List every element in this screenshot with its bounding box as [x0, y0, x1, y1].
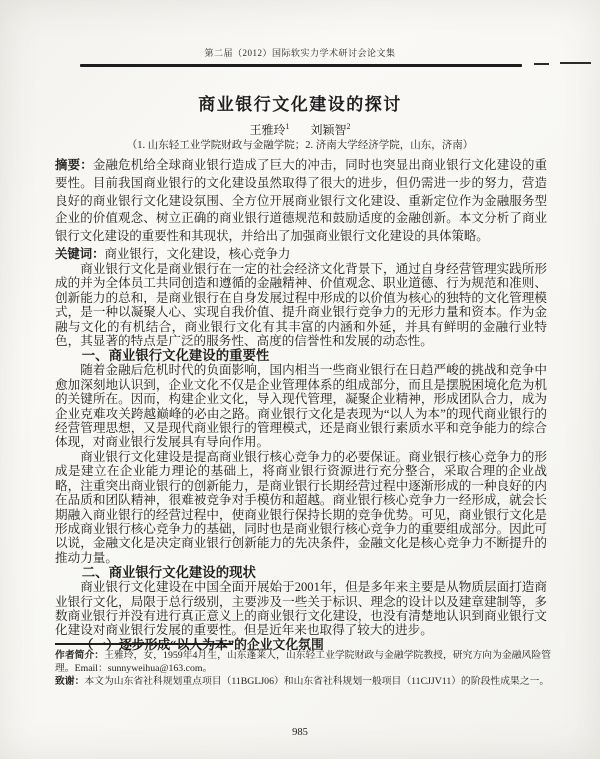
affiliation-line: （1. 山东轻工业学院财政与金融学院；2. 济南大学经济学院，山东，济南）	[126, 140, 474, 151]
author-name: 刘颖智	[310, 123, 347, 137]
body-paragraph: 商业银行文化建设是提高商业银行核心竞争力的必要保证。商业银行核心竞争力的形成是建立在企业能力理论的基础上，将商业银行资源进行充分整合，采取合理的企业战略，注重突出商业银行的创新能力，是商业银行长期经营过程中逐渐形成的一种良好的内在品质和团队精神，很难被竞争对手模仿和超越。商业银行核心竞争力一经形成，就会长期融入商业银行的经营过程中，使商业银行保持长期的竞争优势。可见，商业银行文化是形成商业银行核心竞争力的基础，同时也是商业银行核心竞争力的重要组成部分。因此可以说，金融文化是决定商业银行创新能力的先决条件，金融文化是核心竞争力不断提升的推动力量。	[55, 449, 547, 565]
abstract-text: 金融危机给全球商业银行造成了巨大的冲击，同时也突显出商业银行文化建设的重要性。目前我国商业银行的文化建设虽然取得了很大的进步，但仍需进一步的努力，营造良好的商业银行文化建设氛围、全方位开展商业银行文化建设、重新定位作为金融服务型企业的价值观念、树立正确的商业银行道德规范和鼓励适度的金融创新。本文分析了商业银行文化建设的重要性和其现状，并给出了加强商业银行文化建设的具体策略。	[55, 158, 548, 244]
author-affiliation-marker: 1	[285, 122, 290, 131]
page-number: 985	[292, 727, 308, 738]
keywords-label: 关键词：	[55, 246, 105, 261]
keywords-text: 商业银行，文化建设，核心竞争力	[104, 246, 291, 261]
footnote-text: 本文为山东省社科规划重点项目（11BGLJ06）和山东省社科规划一般项目（11CJJV11）的阶段性成果之一。	[84, 676, 550, 688]
footnote-author-bio	[55, 649, 551, 675]
footnote-text: 王雅玲，女，1959年4月生，山东蓬莱人，山东轻工业学院财政与金融学院教授，研究方向为金融风险管理。Email：sunnyweihua@163.com。	[55, 650, 552, 675]
footnote-area	[55, 643, 551, 689]
running-header: 第二届（2012）国际软实力学术研讨会论文集	[204, 48, 396, 58]
author-name: 王雅玲	[249, 123, 286, 137]
author	[249, 123, 289, 137]
body-paragraph: 商业银行文化是商业银行在一定的社会经济文化背景下，通过自身经营管理实践所形成的并为全体员工共同创造和遵循的金融精神、价值观念、职业道德、行为规范和准则、创新能力的总和，是商业银行在自身发展过程中形成的以价值为核心的独特的文化管理模式，是一种以凝聚人心、实现自我价值、提升商业银行竞争力的无形力量和资本。作为金融与文化的有机结合，商业银行文化有其丰富的内涵和外延，并具有鲜明的金融行业特色，其显著的特点是广泛的服务性、高度的信誉性和发展的动态性。	[55, 262, 547, 349]
author-affiliation-marker: 2	[346, 122, 351, 131]
author	[311, 123, 351, 137]
section-heading-1: 一、商业银行文化建设的重要性	[81, 348, 270, 364]
section-heading-2: 二、商业银行文化建设的现状	[81, 565, 256, 581]
subsection-heading-1: （一）逐步形成“以人为本”的企业文化氛围	[80, 637, 324, 652]
body-paragraph: 随着金融后危机时代的负面影响，国内相当一些商业银行在日趋严峻的挑战和竞争中愈加深刻地认识到，企业文化不仅是企业管理体系的组成部分，而且是摆脱困境化危为机的关键所在。因而，构建企业文化，导入现代管理，凝聚企业精神，形成团队合力，成为企业克难攻关跨越巅峰的必由之路。商业银行文化是表现为“以人为本”的现代商业银行的经营管理思想，又是现代商业银行的管理模式，还是商业银行素质水平和竞争能力的综合体现，对商业银行发展具有导向作用。	[55, 363, 547, 450]
header-rule-dash	[534, 63, 549, 65]
header-rule-dash	[560, 62, 591, 64]
paper-title: 商业银行文化建设的探讨	[198, 95, 402, 114]
abstract-paragraph	[55, 157, 547, 246]
abstract-label: 摘要：	[55, 158, 93, 172]
authors-line	[0, 121, 600, 138]
footnote-separator	[55, 643, 233, 645]
article-body	[55, 262, 547, 652]
body-paragraph: 商业银行文化建设在中国全面开展始于2001年，但是多年来主要是从物质层面打造商业银行文化，局限于总行级别，主要涉及一些关于标识、理念的设计以及建章建制等，多数商业银行并没有进行真正意义上的商业银行文化建设，也没有清楚地认识到商业银行文化建设对商业银行发展的重要性。但是近年来也取得了较大的进步。	[55, 580, 547, 638]
footnote-label: 致谢：	[55, 676, 85, 688]
abstract-block	[55, 157, 547, 264]
header-rule	[80, 64, 522, 67]
footnote-label: 作者简介：	[55, 650, 105, 661]
footnote-acknowledgement	[55, 675, 551, 688]
